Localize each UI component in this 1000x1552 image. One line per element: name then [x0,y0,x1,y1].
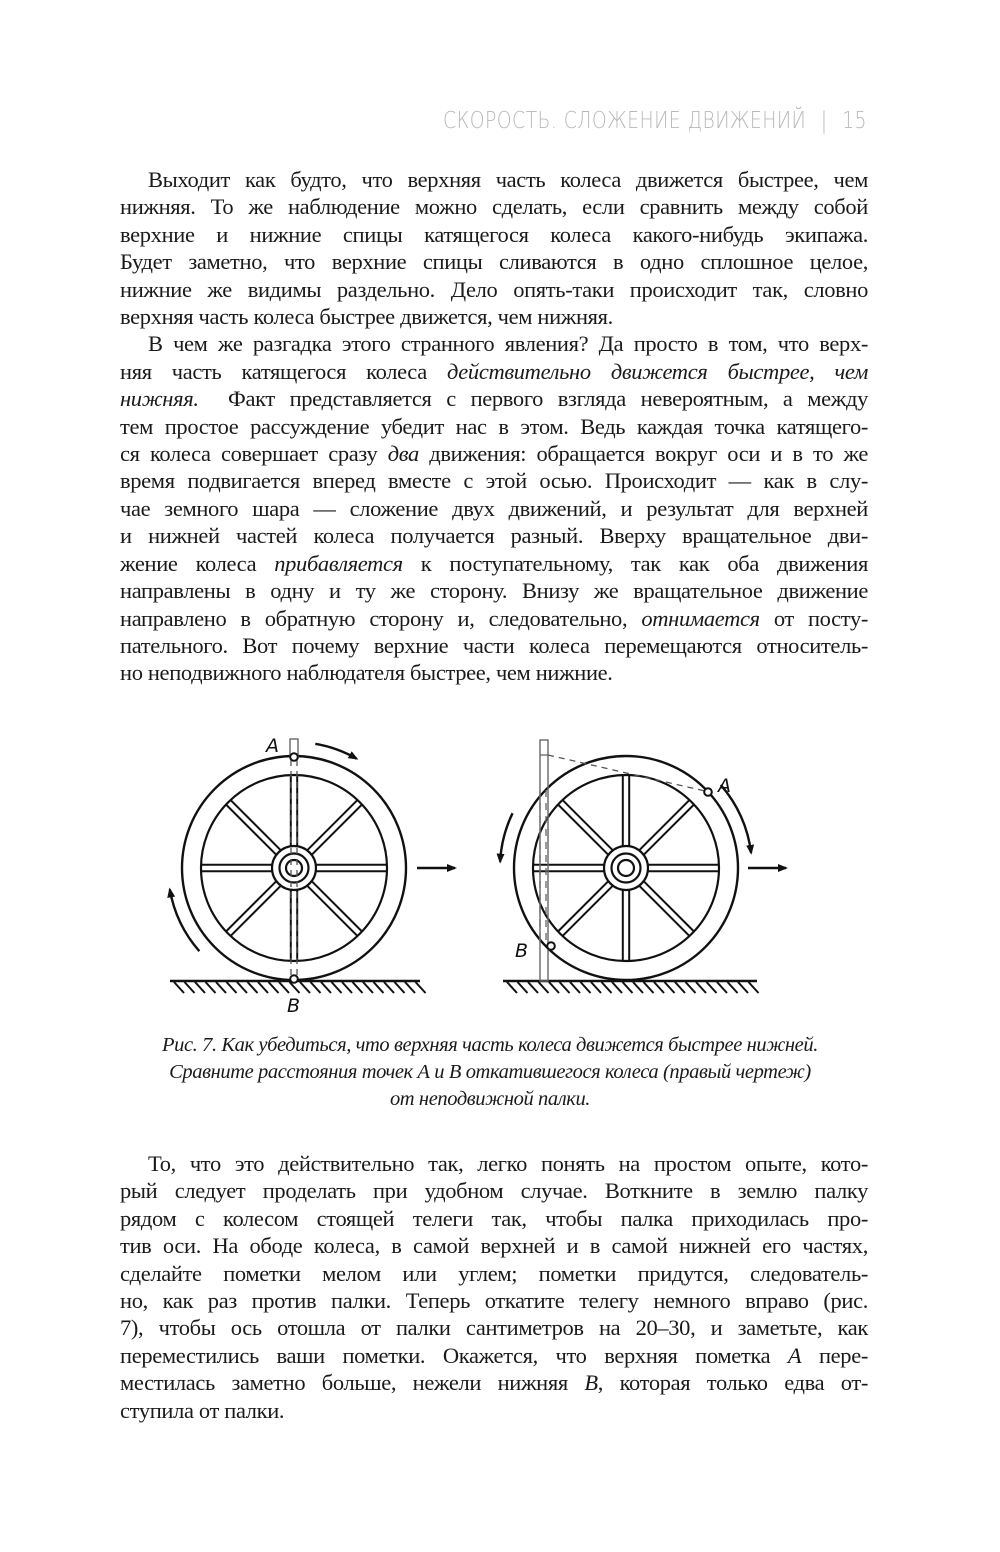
ground-hatch [195,982,205,993]
wheel-spoke [231,886,281,936]
text-line [120,1342,868,1369]
ground-hatch [258,982,268,993]
ground-hatch [633,982,643,993]
text-line: пательного. Вот почему верхние части колеса перемещаются относитель- [120,632,868,658]
ground-hatch [518,982,528,993]
left-wheel-diagram [170,739,455,993]
wheel-spoke [226,805,276,855]
ground-hatch [539,982,549,993]
caption-line: Сравните расстояния точек А и В откатившегося колеса (правый чертеж) [169,1061,811,1083]
ground-hatch [384,982,394,993]
text-line: Будет заметно, что верхние спицы сливаются в одно сплошное целое, [120,249,868,275]
ground-hatch [353,982,363,993]
text-line: но, как раз против палки. Теперь откатите телегу немного вправо (рис. [120,1288,868,1314]
text-line: направлены в одну и ту же сторону. Внизу же вращательное движение [120,578,868,604]
wheel-spoke [307,800,357,850]
ground-hatch [311,982,321,993]
ground-hatch [185,982,195,993]
wheel-spoke [312,805,362,855]
ground-hatch [591,982,601,993]
text-run: от посту- [759,605,868,631]
label-point-b-left: B [287,995,301,1017]
ground-hatch [623,982,633,993]
marker-point [290,753,298,761]
ground-hatch [237,982,247,993]
body-text-bottom [120,1150,868,1424]
text-line: время подвигается вперед вместе с этой осью. Происходит — как в слу- [120,468,868,494]
ground-hatch [749,982,759,993]
text-run: пере- [801,1342,868,1368]
label-point-a-left: A [266,735,279,757]
ground-hatch [507,982,517,993]
ground-hatch [416,982,426,993]
ground-hatch [248,982,258,993]
text-line: рядом с колесом стоящей телеги так, чтобы палка приходилась про- [120,1205,868,1231]
wheel-spoke [558,805,608,855]
ground-hatch [549,982,559,993]
text-line: То, что это действительно так, легко понять на простом опыте, кото- [148,1151,868,1176]
ground-hatch [405,982,415,993]
text-line: но неподвижного наблюдателя быстрее, чем нижние. [120,660,613,686]
ground-hatch [602,982,612,993]
marker-point [290,975,298,983]
caption-line: от неподвижной палки. [389,1088,591,1110]
wheel-spoke [563,800,613,850]
displacement-line-a [548,755,705,791]
ground-hatch [612,982,622,993]
ground-hatch [644,982,654,993]
text-run: няя часть катящегося колеса [120,358,447,384]
text-line: 7), чтобы ось отошла от палки сантиметров на 20–30, и заметьте, как [120,1315,868,1341]
running-title: СКОРОСТЬ. СЛОЖЕНИЕ ДВИЖЕНИЙ [443,108,807,134]
emphasis: два [387,441,419,467]
ground-hatch [227,982,237,993]
text-line: сделайте пометки мелом или углем; пометки придутся, следователь- [120,1260,868,1286]
ground-hatch [696,982,706,993]
emphasis: нижняя. [120,386,199,412]
wheel-spoke [644,881,694,931]
text-line: В чем же разгадка этого странного явления? Да просто в том, что верх- [148,331,868,357]
ground-hatch [332,982,342,993]
figure-caption [100,1032,880,1113]
text-run: переместились ваши пометки. Окажется, что верхняя пометка [120,1342,788,1368]
wheel-spoke [226,881,276,931]
ground-hatch [395,982,405,993]
ground-hatch [174,982,184,993]
text-line: тем простое рассуждение убедит нас в этом. Ведь каждая точка катящего- [120,413,868,439]
text-run: жение колеса [120,550,275,576]
text-line: нижняя. То же наблюдение можно сделать, если сравнить между собой [120,194,868,220]
rotation-arrow-left [500,813,512,862]
text-line: рый следует проделать при удобном случае. Воткните в землю палку [120,1178,868,1204]
ground-hatch [300,982,310,993]
right-wheel-diagram [500,740,786,993]
text-line: верхние и нижние спицы катящегося колеса какого-нибудь экипажа. [120,221,868,247]
wheel-spoke [312,881,362,931]
ground-hatch [665,982,675,993]
ground-hatch [279,982,289,993]
ground-hatch [269,982,279,993]
marker-point [547,942,555,950]
header-separator: | [820,108,828,134]
label-point-a-right: A [718,775,731,797]
rotation-arrow-top [315,744,356,759]
text-run: направлено в обратную сторону и, следовательно, [120,605,642,631]
text-run: , которая только едва от- [597,1370,868,1396]
ground-hatch [728,982,738,993]
ground-hatch [363,982,373,993]
paragraph-3 [120,1150,868,1424]
emphasis: В [584,1370,598,1396]
ground-hatch [321,982,331,993]
page-number: 15 [842,108,867,134]
wheel-spoke [639,800,689,850]
ground-hatch [738,982,748,993]
wheel-spoke [231,800,281,850]
text-line: тив оси. На ободе колеса, в самой верхней и в самой нижней его частях, [120,1233,868,1259]
emphasis: А [787,1342,802,1368]
text-run: к поступательному, так как оба движения [402,550,868,576]
text-run: местилась заметно больше, нежели нижняя [120,1370,585,1396]
caption-line: Рис. 7. Как убедиться, что верхняя часть колеса движется быстрее нижней. [162,1034,818,1056]
ground-hatch [374,982,384,993]
wheel-spoke [307,886,357,936]
ground-hatch [206,982,216,993]
ground-hatch [560,982,570,993]
ground-hatch [581,982,591,993]
emphasis: отнимается [641,605,760,631]
text-line: ступила от палки. [120,1397,285,1423]
text-line [120,1369,868,1396]
text-run: движения: обращается вокруг оси и в то же [418,441,868,467]
text-line: и нижней частей колеса получается разный. Вверху вращательное дви- [120,523,868,549]
text-line: верхняя часть колеса быстрее движется, чем нижняя. [120,304,613,330]
ground-hatch [654,982,664,993]
wheel-spoke [639,886,689,936]
ground-hatch [707,982,717,993]
text-line: нижние же видимы раздельно. Дело опять-таки происходит так, словно [120,276,868,302]
text-run: Факт представляется с первого взгляда невероятным, а между [198,386,868,412]
wheel-spoke [558,881,608,931]
ground-hatch [717,982,727,993]
wheel-spoke [563,886,613,936]
ground-hatch [570,982,580,993]
emphasis: действительно движется быстрее, чем [446,358,868,384]
wheel-spoke [644,805,694,855]
ground-hatch [342,982,352,993]
emphasis: прибавляется [274,550,403,576]
text-line: чае земного шара — сложение двух движений, и результат для верхней [120,495,868,521]
ground-hatch [686,982,696,993]
ground-hatch [528,982,538,993]
text-line: Выходит как будто, что верхняя часть колеса движется быстрее, чем [148,167,868,192]
ground-hatch [675,982,685,993]
marker-point [704,788,712,796]
ground-hatch [216,982,226,993]
text-run: ся колеса совершает сразу [120,441,388,467]
label-point-b-right: B [515,940,529,962]
